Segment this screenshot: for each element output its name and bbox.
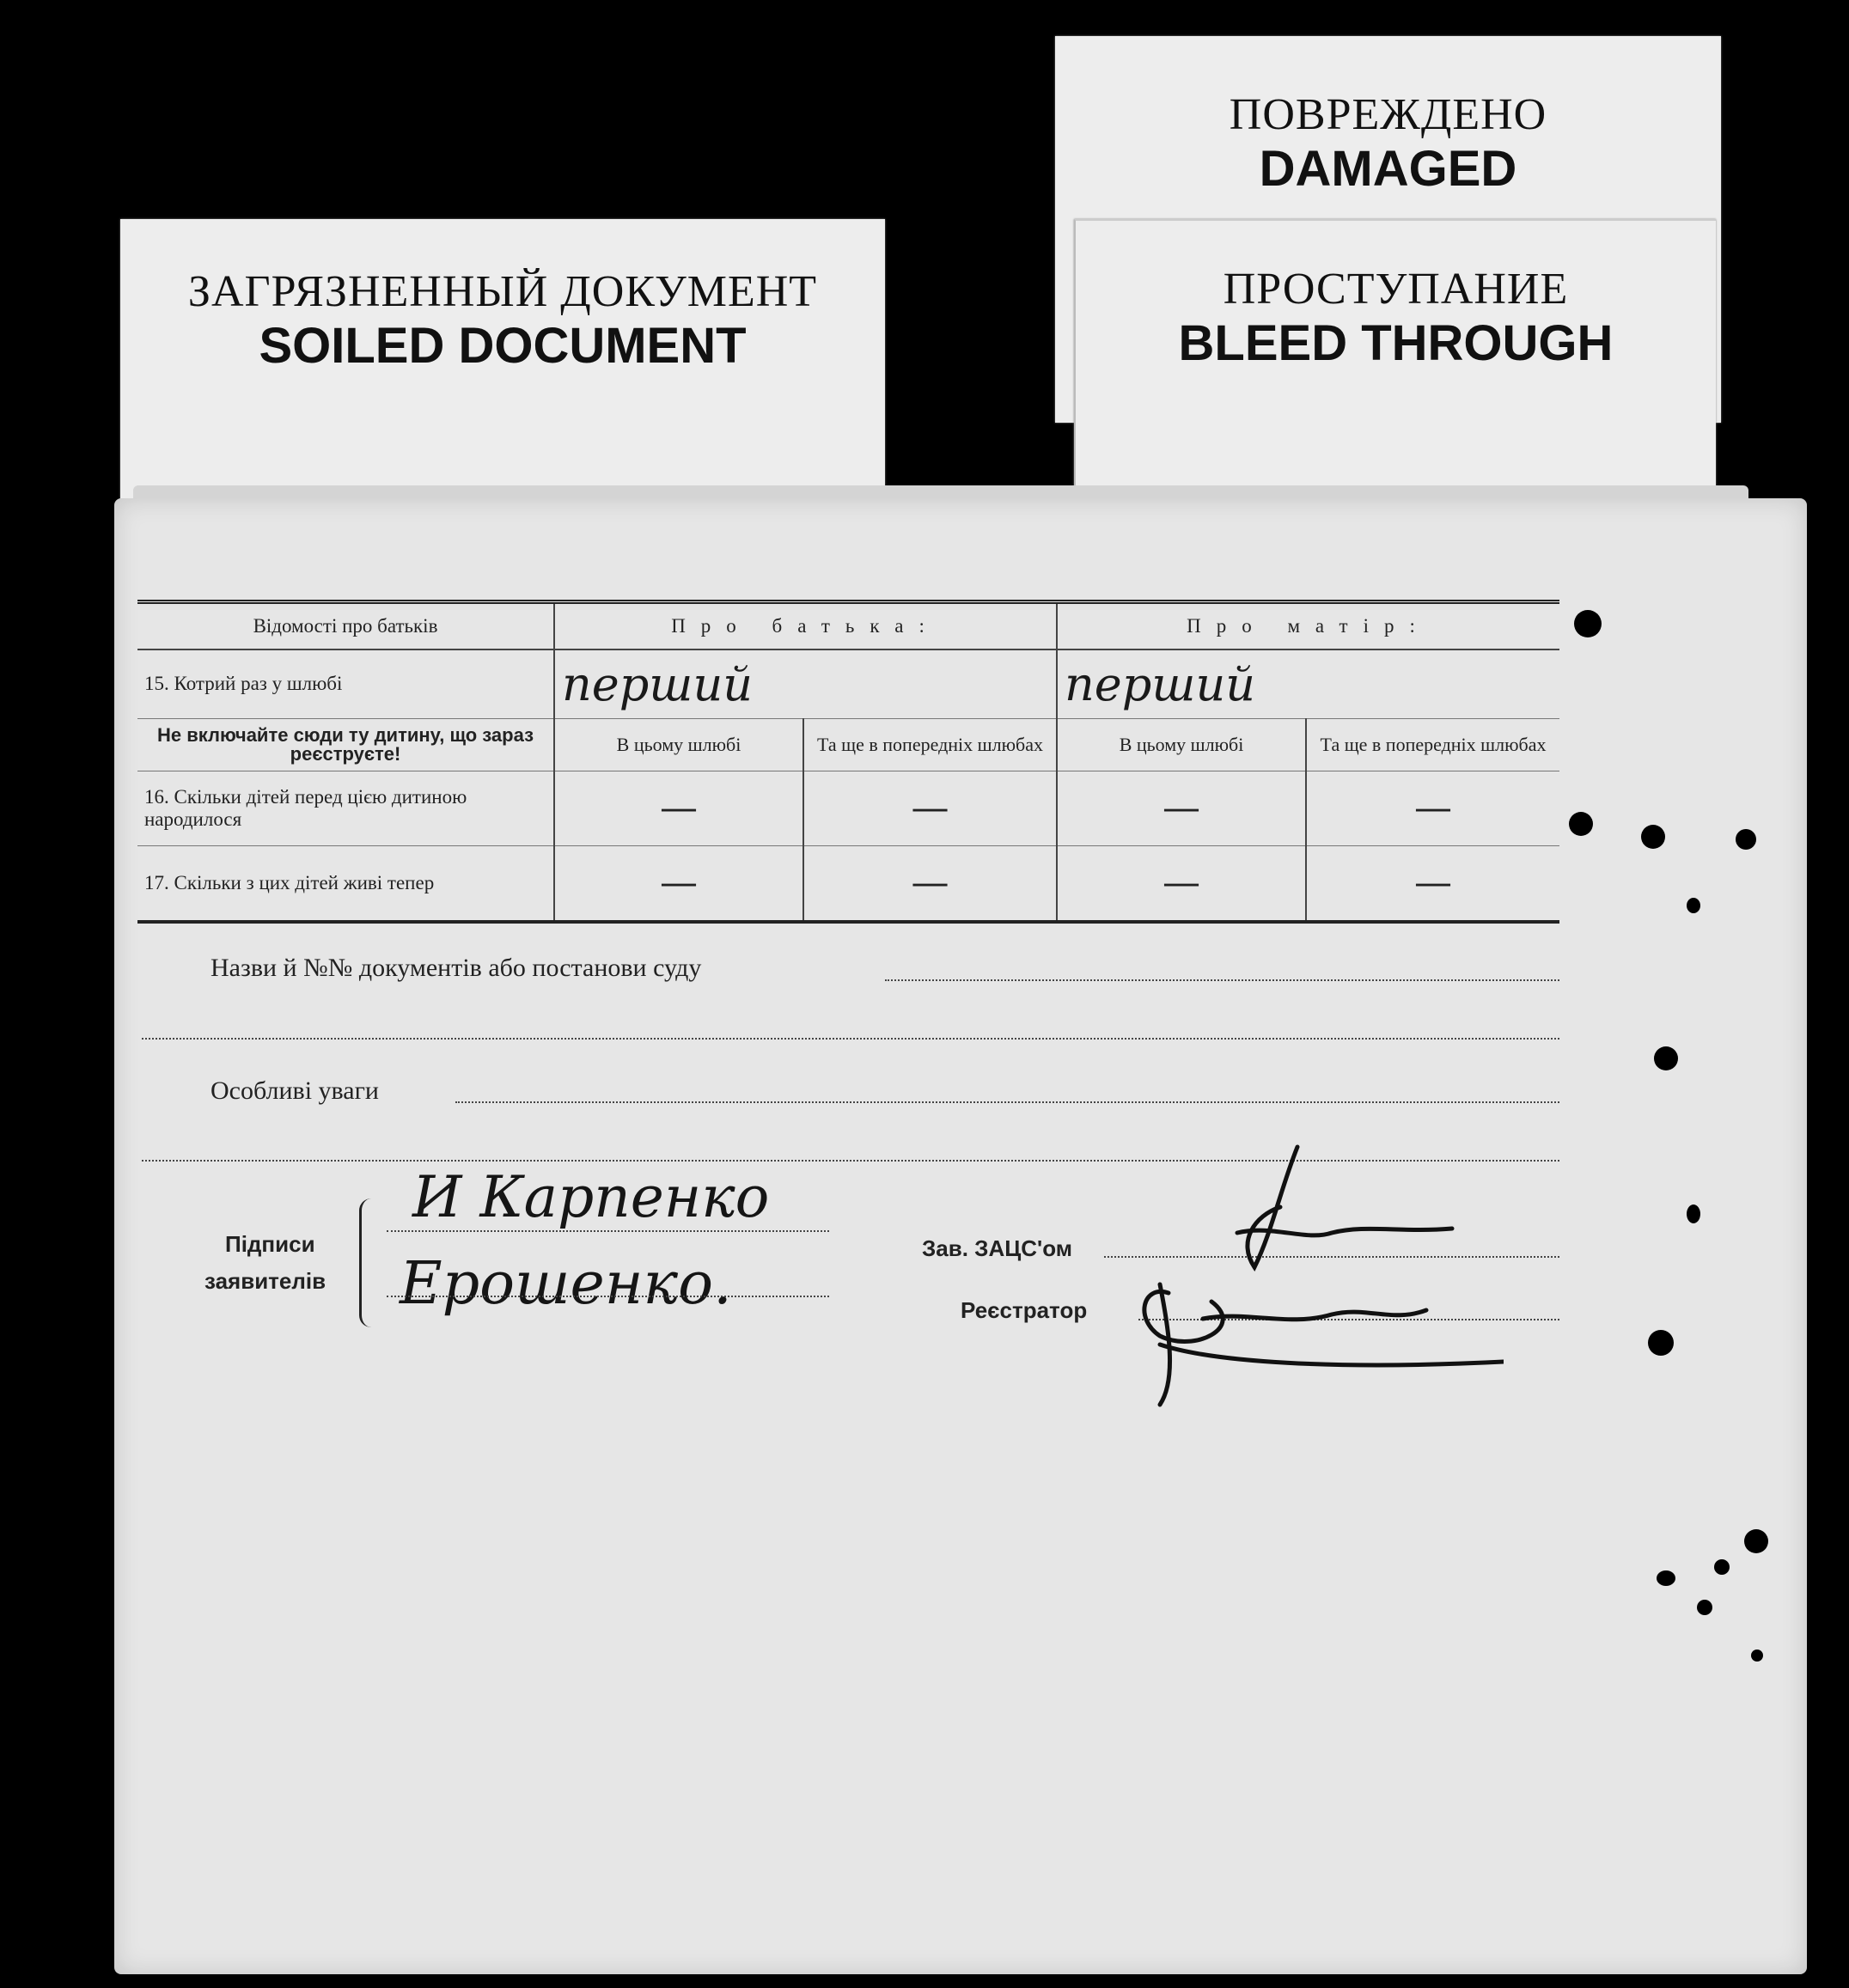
punch-hole [1697, 1600, 1712, 1615]
punch-hole [1751, 1650, 1763, 1662]
q16-value: — [1057, 771, 1306, 845]
bleed-label-ru: ПРОСТУПАНИЕ [1223, 265, 1569, 314]
father-previous-header: Та ще в попередніх шлюбах [803, 718, 1057, 771]
table-row [137, 845, 1559, 922]
documents-line [142, 1038, 1559, 1040]
q15-father-value: перший [554, 649, 1057, 718]
table-row [137, 718, 1559, 771]
applicant-signature-2: Ерошенко. [400, 1250, 732, 1318]
punch-hole [1569, 812, 1593, 836]
punch-hole [1714, 1559, 1730, 1575]
table-row [137, 771, 1559, 845]
q17-value: — [803, 845, 1057, 922]
q16-value: — [803, 771, 1057, 845]
soiled-label-en: SOILED DOCUMENT [259, 318, 747, 374]
q15-mother-value: перший [1057, 649, 1559, 718]
damaged-label-ru: ПОВРЕЖДЕНО [1229, 90, 1547, 139]
punch-hole [1648, 1330, 1674, 1356]
q16-value: — [1306, 771, 1559, 845]
punch-hole [1744, 1529, 1768, 1553]
signatures-label: Підписи [225, 1231, 315, 1257]
mother-header: Про матір: [1057, 602, 1559, 650]
father-this-marriage-header: В цьому шлюбі [554, 718, 803, 771]
remarks-label: Особливі уваги [211, 1076, 379, 1105]
q16-label: 16. Скільки дітей перед цією дитиною народилося [137, 771, 554, 845]
punch-hole [1641, 825, 1665, 849]
signature-line [387, 1296, 829, 1297]
father-header: Про батька: [554, 602, 1057, 650]
parents-info-header: Відомості про батьків [137, 602, 554, 650]
documents-label: Назви й №№ документів або постанови суду [211, 954, 702, 982]
mother-this-marriage-header: В цьому шлюбі [1057, 718, 1306, 771]
registrar-label: Реєстратор [961, 1297, 1088, 1323]
signatures-brace [359, 1198, 379, 1327]
registration-form [137, 600, 1559, 924]
punch-hole [1657, 1570, 1675, 1586]
punch-hole [1687, 1204, 1700, 1223]
punch-hole [1654, 1046, 1678, 1070]
exclusion-note: Не включайте сюди ту дитину, що зараз реєструєте! [137, 718, 554, 771]
q15-label: 15. Котрий раз у шлюбі [137, 649, 554, 718]
punch-hole [1687, 898, 1700, 913]
soiled-card [120, 219, 885, 520]
q17-value: — [1057, 845, 1306, 922]
applicant-signature-1: И Карпенко [412, 1164, 770, 1230]
q16-value: — [554, 771, 803, 845]
q17-value: — [554, 845, 803, 922]
table-row [137, 649, 1559, 718]
damaged-label-en: DAMAGED [1259, 141, 1517, 197]
q17-label: 17. Скільки з цих дітей живі тепер [137, 845, 554, 922]
q17-value: — [1306, 845, 1559, 922]
soiled-label-ru: ЗАГРЯЗНЕННЫЙ ДОКУМЕНТ [187, 267, 818, 316]
signature-line [387, 1230, 829, 1232]
bleed-through-card [1074, 219, 1716, 504]
official-signatures [1108, 1138, 1504, 1422]
punch-hole [1574, 610, 1602, 637]
signatures-label-2: заявителів [204, 1268, 326, 1294]
documents-line [885, 979, 1559, 981]
mother-previous-header: Та ще в попередніх шлюбах [1306, 718, 1559, 771]
remarks-line [455, 1101, 1559, 1103]
table-header-row [137, 602, 1559, 650]
parents-info-table [137, 600, 1559, 924]
bleed-label-en: BLEED THROUGH [1178, 315, 1614, 371]
zags-head-label: Зав. ЗАЦС'ом [922, 1235, 1072, 1261]
punch-hole [1736, 829, 1756, 850]
